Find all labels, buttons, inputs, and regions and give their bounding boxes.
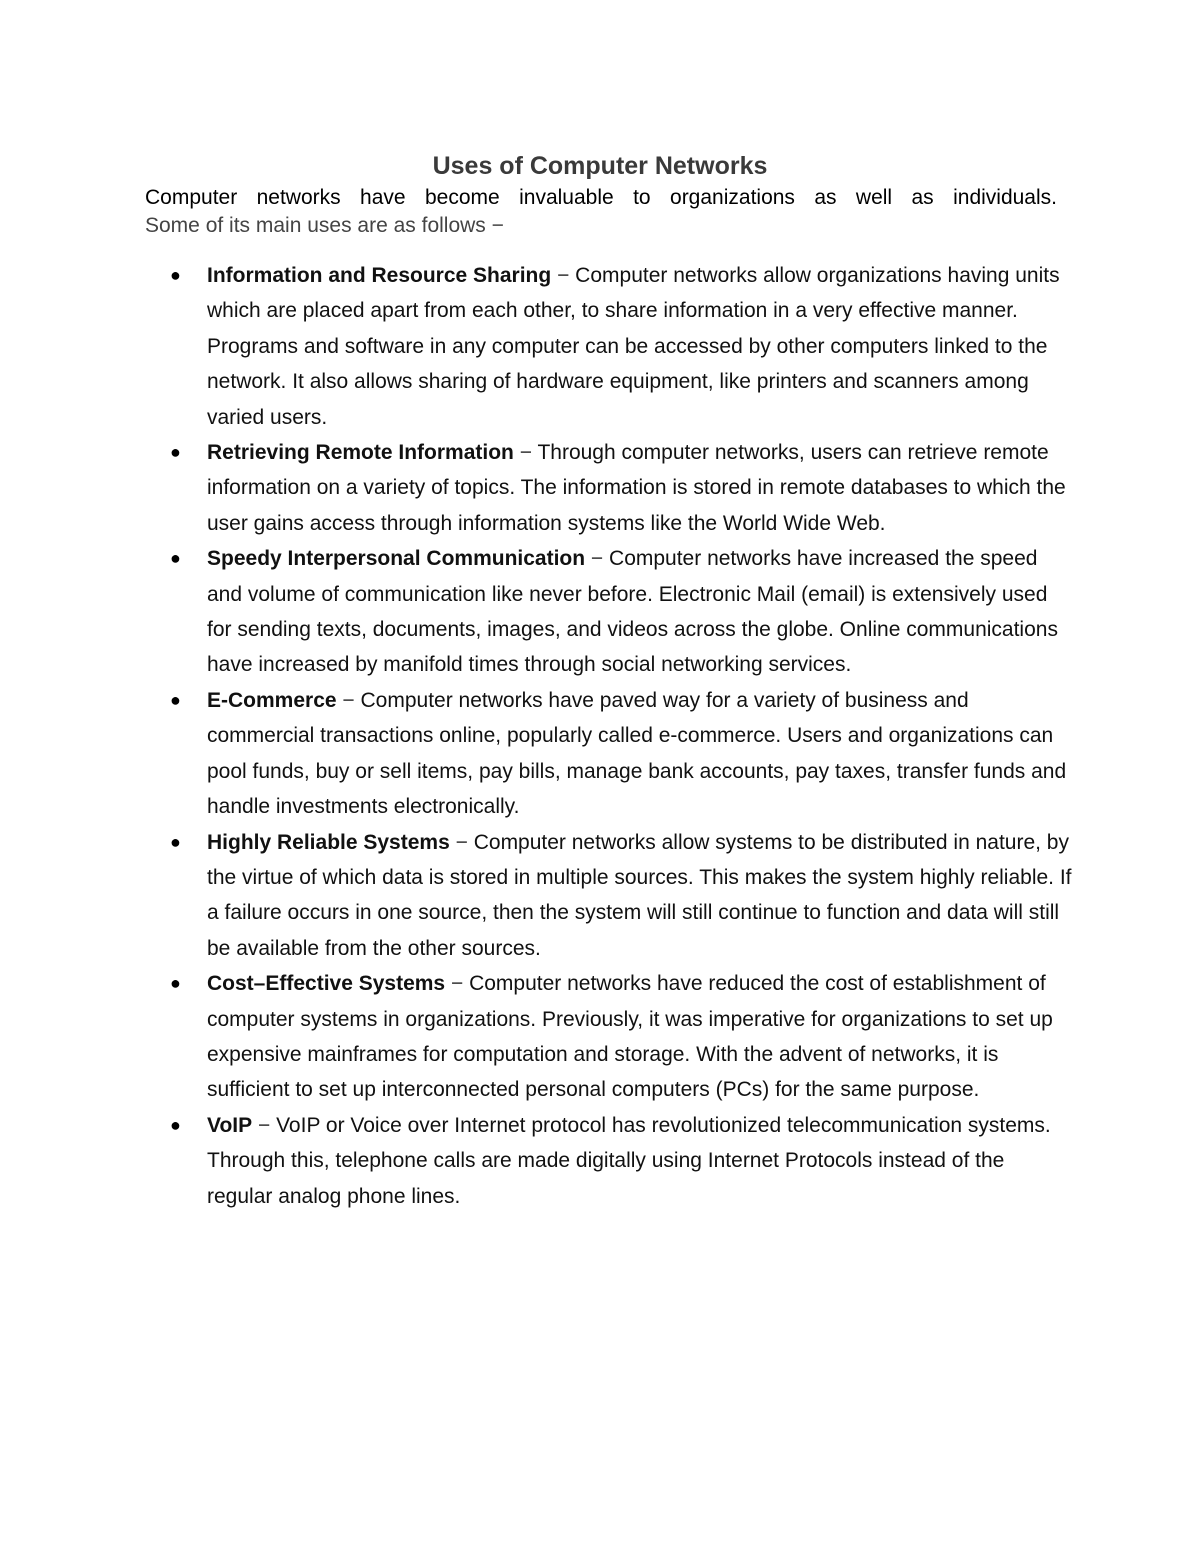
bullet-icon: ●: [170, 442, 181, 463]
intro-paragraph: [145, 184, 1057, 240]
list-item-e-commerce: [145, 683, 1075, 825]
item-description: Computer networks allow systems to be distributed in nature, by the virtue of which data is stored in multiple sources. This makes the system highly reliable. If a failure occurs in one source, then the system will still continue to function and data will still be available from the other sources.: [207, 830, 1072, 960]
item-title: Information and Resource Sharing: [207, 264, 552, 287]
bullet-icon: ●: [170, 1114, 181, 1135]
item-dash: −: [557, 264, 570, 287]
list-item-remote-information: [145, 435, 1075, 541]
item-description: Computer networks allow organizations having units which are placed apart from each other, to share information in a very effective manner. Programs and software in any computer can be accessed by other computers linked to the network. It also allows sharing of hardware equipment, like printers and scanners among varied users.: [207, 264, 1060, 429]
item-title: Cost–Effective Systems: [207, 972, 446, 996]
item-description: Computer networks have reduced the cost of establishment of computer systems in organizations. Previously, it was imperative for organizations to set up expensive mainframes for computation and storage. With the advent of networks, it is sufficient to set up interconnected personal computers (PCs) for the same purpose.: [207, 972, 1053, 1102]
bullet-icon: ●: [170, 548, 181, 569]
list-item-interpersonal-communication: [145, 541, 1075, 683]
item-description: Through computer networks, users can retrieve remote information on a variety of topics. The information is stored in remote databases to which the user gains access through information systems like the World Wide Web.: [207, 441, 1066, 535]
bullet-icon: ●: [170, 265, 181, 285]
list-item-reliable-systems: [145, 825, 1075, 967]
intro-line-2: Some of its main uses are as follows −: [145, 214, 504, 237]
item-dash: −: [450, 972, 464, 996]
page-title: Uses of Computer Networks: [432, 152, 768, 180]
item-dash: −: [519, 441, 532, 465]
list-item-information-sharing: [145, 258, 1075, 435]
item-title: Retrieving Remote Information: [207, 441, 514, 465]
item-dash: −: [342, 688, 355, 712]
item-description: Computer networks have paved way for a variety of business and commercial transactions online, popularly called e-commerce. Users and organizations can pool funds, buy or sell items, pay bills, manage bank accounts, pay taxes, transfer funds and handle investments electronically.: [207, 688, 1067, 819]
bullet-icon: ●: [170, 831, 181, 852]
item-title: VoIP: [207, 1113, 253, 1137]
list-item-cost-effective-systems: [145, 966, 1075, 1108]
item-dash: −: [590, 547, 604, 571]
intro-line-1: Computer networks have become invaluable to organizations as well as individuals.: [145, 186, 1057, 209]
uses-list: [145, 258, 1075, 1214]
bullet-icon: ●: [170, 689, 181, 710]
item-dash: −: [257, 1113, 271, 1137]
list-item-voip: [145, 1108, 1075, 1214]
item-description: Computer networks have increased the speed and volume of communication like never before. Electronic Mail (email) is extensively used for sending texts, documents, images, and videos across the globe. Online communications have increased by manifold times through social networking services.: [207, 547, 1058, 677]
item-description: VoIP or Voice over Internet protocol has revolutionized telecommunication systems. Through this, telephone calls are made digitally using Internet Protocols instead of the regular analog phone lines.: [207, 1113, 1051, 1208]
item-title: E-Commerce: [207, 688, 337, 712]
item-dash: −: [455, 830, 468, 854]
bullet-icon: ●: [170, 973, 181, 994]
item-title: Highly Reliable Systems: [207, 830, 450, 854]
item-title: Speedy Interpersonal Communication: [207, 547, 586, 571]
